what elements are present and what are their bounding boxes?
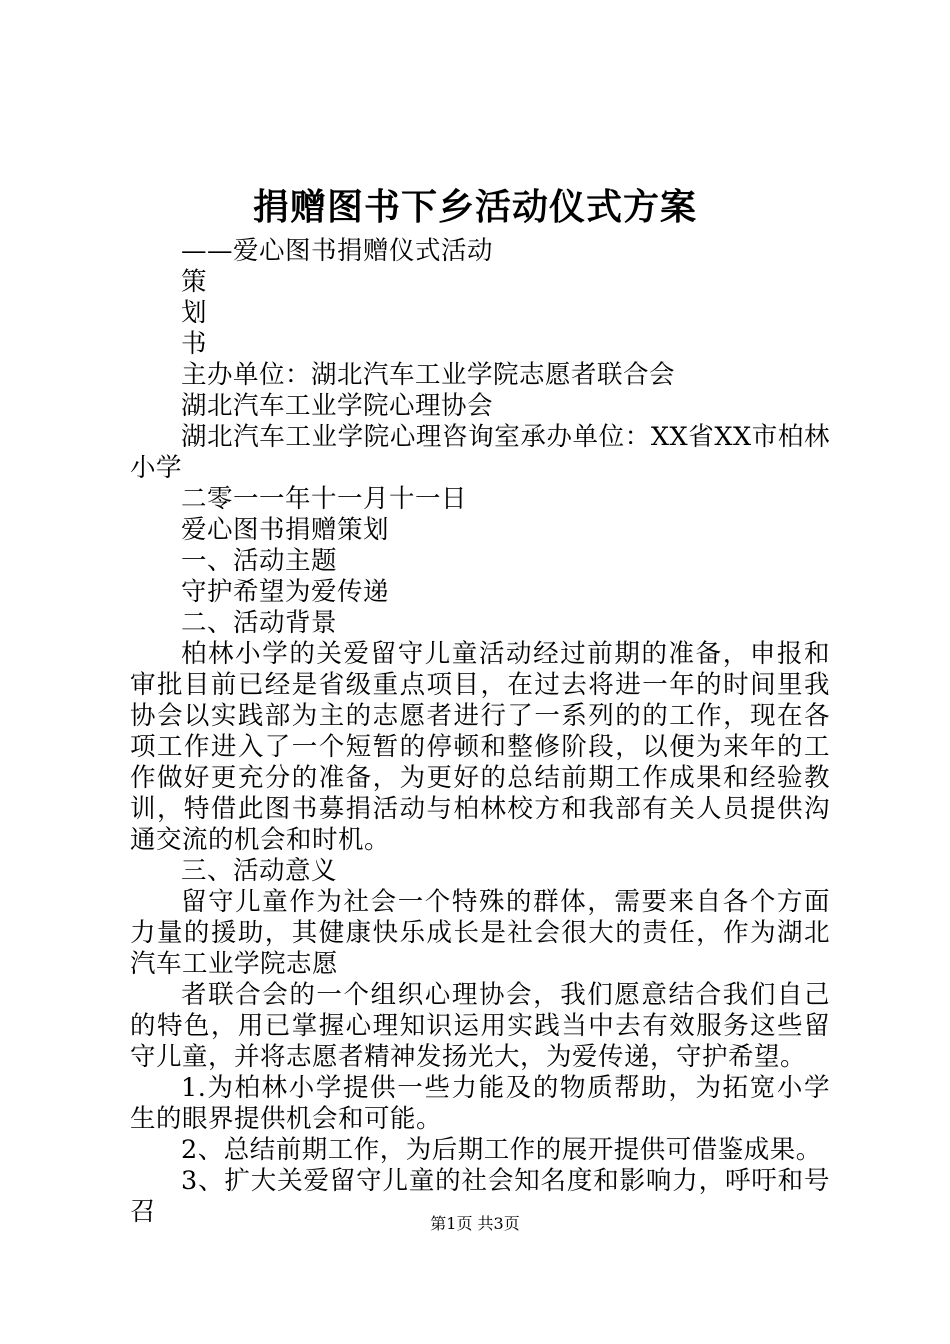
- document-body: [130, 236, 830, 1228]
- body-paragraph: 策: [181, 267, 208, 297]
- organizer-paragraph: 主办单位：湖北汽车工业学院志愿者联合会: [181, 360, 676, 390]
- body-paragraph: 留守儿童作为社会一个特殊的群体，需要来自各个方面力量的援助，其健康快乐成长是社会很大的责任，作为湖北汽车工业学院志愿: [130, 887, 830, 979]
- subtitle-paragraph: ——爱心图书捐赠仪式活动: [181, 236, 494, 266]
- date-paragraph: 二零一一年十一月十一日: [181, 484, 468, 514]
- body-paragraph: 守护希望为爱传递: [181, 577, 390, 607]
- list-item: 2、总结前期工作，为后期工作的展开提供可借鉴成果。: [181, 1135, 822, 1165]
- section-heading: 三、活动意义: [181, 856, 338, 886]
- body-paragraph: 书: [181, 329, 208, 359]
- organizer-paragraph: 湖北汽车工业学院心理咨询室承办单位：XX省XX市柏林小学: [130, 422, 830, 483]
- list-item: 1.为柏林小学提供一些力能及的物质帮助，为拓宽小学生的眼界提供机会和可能。: [130, 1073, 830, 1134]
- document-title: 捐赠图书下乡活动仪式方案: [252, 187, 697, 228]
- body-paragraph: 划: [181, 298, 208, 328]
- section-heading: 一、活动主题: [181, 546, 338, 576]
- section-heading: 二、活动背景: [181, 608, 338, 638]
- body-paragraph: 者联合会的一个组织心理协会，我们愿意结合我们自己的特色，用已掌握心理知识运用实践当中去有效服务这些留守儿童，并将志愿者精神发扬光大，为爱传递，守护希望。: [130, 980, 830, 1072]
- page-footer: 第1页 共3页: [430, 1214, 520, 1233]
- body-paragraph: 柏林小学的关爱留守儿童活动经过前期的准备，申报和审批目前已经是省级重点项目，在过去将进一年的时间里我协会以实践部为主的志愿者进行了一系列的的工作，现在各项工作进入了一个短暂的停顿和整修阶段，以便为来年的工作做好更充分的准备，为更好的总结前期工作成果和经验教训，特借此图书募捐活动与柏林校方和我部有关人员提供沟通交流的机会和时机。: [130, 639, 830, 855]
- organizer-paragraph: 湖北汽车工业学院心理协会: [181, 391, 494, 421]
- section-heading: 爱心图书捐赠策划: [181, 515, 390, 545]
- list-item: 3、扩大关爱留守儿童的社会知名度和影响力，呼吁和号召: [130, 1166, 830, 1227]
